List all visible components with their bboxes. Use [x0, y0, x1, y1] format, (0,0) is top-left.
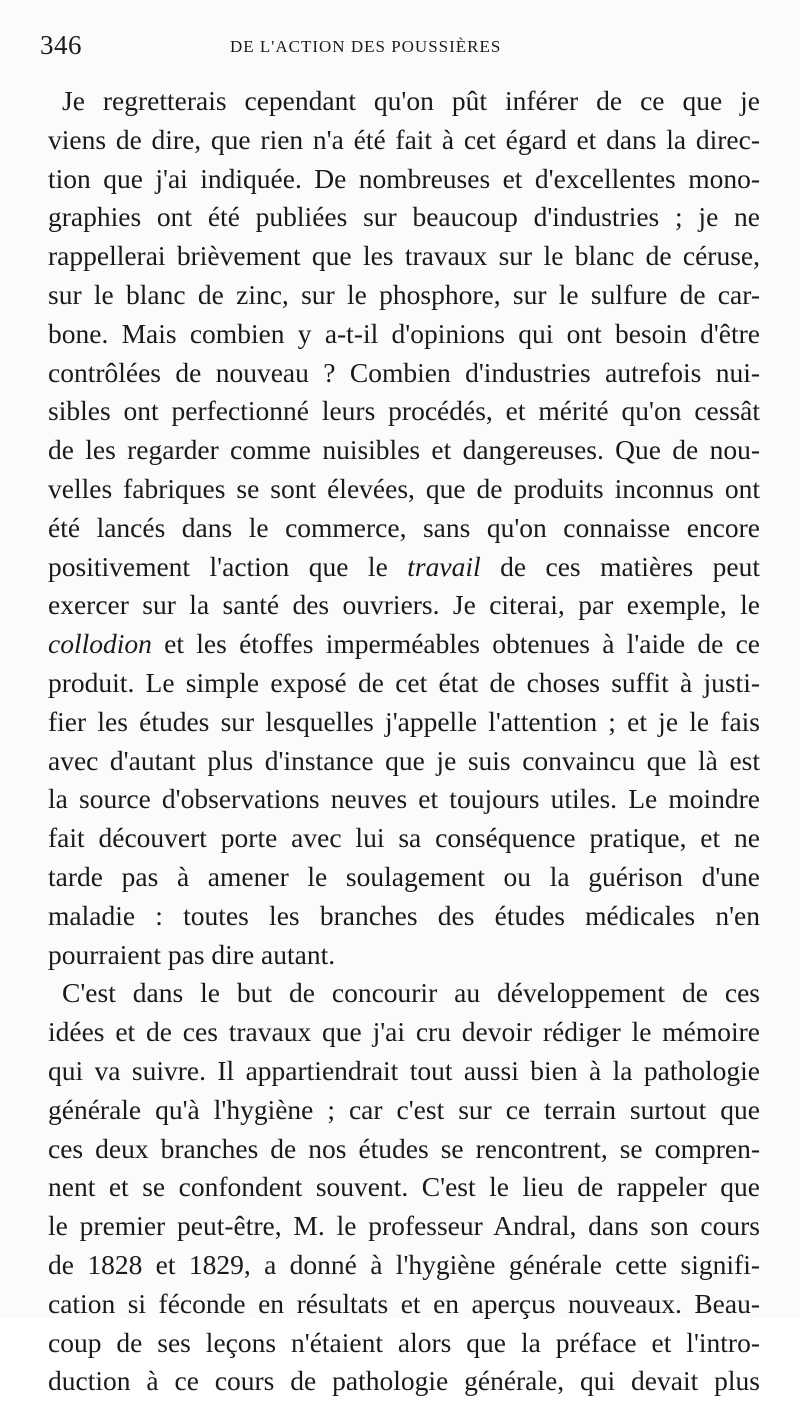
text-line: graphies ont été publiées sur beaucoup d'industries ; je ne: [48, 201, 760, 233]
page-number: 346: [40, 30, 82, 60]
text-line: [48, 625, 760, 664]
text-line: tarde pas à amener le soulagement ou la guérison d'une: [48, 860, 760, 892]
text-line: sibles ont perfectionné leurs procédés, et mérité qu'on cessât: [48, 395, 760, 427]
text-line: nent et se confondent souvent. C'est le lieu de rappeler que: [48, 1171, 760, 1203]
text-line: été lancés dans le commerce, sans qu'on connaisse encore: [48, 511, 760, 543]
text-line: fier les études sur lesquelles j'appelle l'attention ; et je le fais: [48, 705, 760, 737]
body-text: [48, 82, 760, 1401]
text-line: qui va suivre. Il appartiendrait tout aussi bien à la pathologie: [48, 1054, 760, 1086]
text-line: produit. Le simple exposé de cet état de choses suffit à justi-: [48, 666, 760, 698]
text-line: bone. Mais combien y a-t-il d'opinions qui ont besoin d'être: [48, 317, 760, 349]
text-line: maladie : toutes les branches des études médicales n'en: [48, 899, 760, 931]
page-header: [40, 30, 750, 70]
text-line: rappellerai brièvement que les travaux sur le blanc de céruse,: [48, 240, 760, 272]
line-segment: de ces matières peut: [500, 550, 761, 582]
text-line: exercer sur la santé des ouvriers. Je citerai, par exemple, le: [48, 589, 760, 621]
text-line: idées et de ces travaux que j'ai cru devoir rédiger le mémoire: [48, 1016, 760, 1048]
text-line: coup de ses leçons n'étaient alors que la préface et l'intro-: [48, 1326, 760, 1358]
text-line: duction à ce cours de pathologie générale, qui devait plus: [48, 1365, 760, 1397]
italic-term-collodion: collodion: [48, 628, 152, 660]
text-line: de les regarder comme nuisibles et dangereuses. Que de nou-: [48, 434, 760, 466]
text-line: sur le blanc de zinc, sur le phosphore, sur le sulfure de car-: [48, 278, 760, 310]
text-line: C'est dans le but de concourir au développement de ces: [62, 977, 760, 1009]
text-line: viens de dire, que rien n'a été fait à cet égard et dans la direc-: [48, 123, 760, 155]
running-head: DE L'ACTION DES POUSSIÈRES: [230, 37, 502, 56]
text-line: le premier peut-être, M. le professeur Andral, dans son cours: [48, 1210, 760, 1242]
text-line: velles fabriques se sont élevées, que de produits inconnus ont: [48, 472, 760, 504]
text-line: ces deux branches de nos études se rencontrent, se compren-: [48, 1132, 760, 1164]
text-line: avec d'autant plus d'instance que je suis convaincu que là est: [48, 744, 760, 776]
text-line: tion que j'ai indiquée. De nombreuses et d'excellentes mono-: [48, 162, 760, 194]
line-segment: et les étoffes imperméables obtenues à l'aide de ce: [164, 628, 761, 660]
text-line: la source d'observations neuves et toujours utiles. Le moindre: [48, 783, 760, 815]
text-line: générale qu'à l'hygiène ; car c'est sur ce terrain surtout que: [48, 1093, 760, 1125]
text-line: [48, 548, 760, 587]
text-line: contrôlées de nouveau ? Combien d'industries autrefois nui-: [48, 356, 760, 388]
text-line: de 1828 et 1829, a donné à l'hygiène générale cette signifi-: [48, 1248, 760, 1280]
line-segment: positivement l'action que le: [48, 550, 388, 582]
text-line: pourraient pas dire autant.: [48, 938, 336, 970]
text-line: cation si féconde en résultats et en aperçus nouveaux. Beau-: [48, 1287, 760, 1319]
text-line: Je regretterais cependant qu'on pût inférer de ce que je: [62, 85, 760, 116]
text-line: fait découvert porte avec lui sa conséquence pratique, et ne: [48, 822, 760, 854]
italic-term-travail: travail: [407, 550, 481, 582]
